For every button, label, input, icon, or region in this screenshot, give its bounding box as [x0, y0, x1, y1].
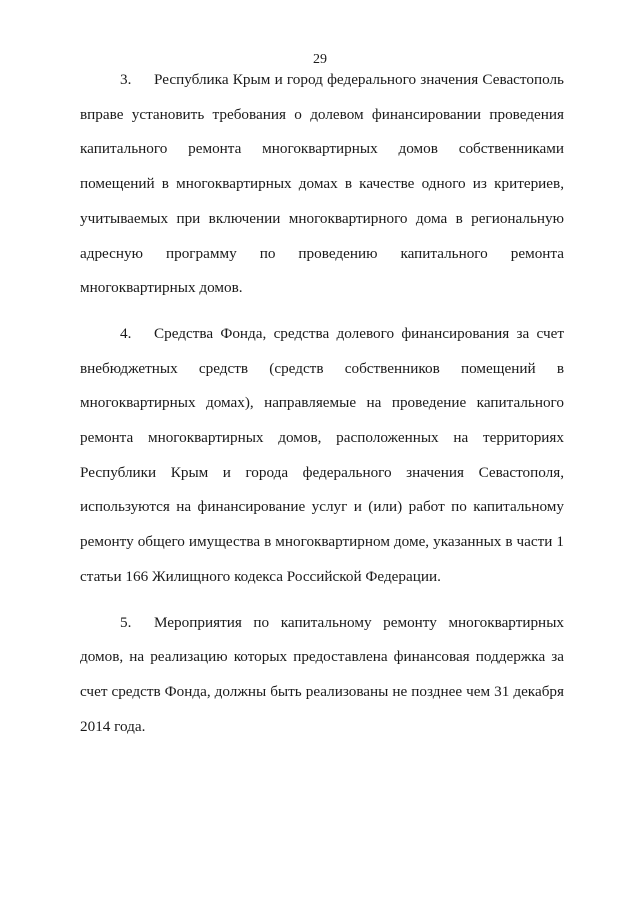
- paragraph-number: 3.: [120, 71, 132, 88]
- paragraph-line: Мероприятия по капитальному ремонту многоквартирных: [154, 613, 564, 631]
- paragraph-line: счет средств Фонда, должны быть реализованы не позднее чем: [80, 682, 491, 700]
- paragraph-line: внебюджетных средств (средств собственников помещений в: [80, 359, 564, 377]
- paragraph-5: [80, 606, 564, 745]
- paragraph-line: 31 декабря 2014 года.: [80, 682, 565, 735]
- page-number: 29: [313, 52, 327, 67]
- paragraph-line: адресную программу по проведению капитального ремонта: [80, 244, 564, 262]
- paragraph-number: 5.: [120, 613, 132, 631]
- paragraph-line: многоквартирных домов.: [80, 279, 243, 297]
- paragraph-line: капитального ремонта многоквартирных домов собственниками: [80, 140, 564, 158]
- paragraph-line: учитываемых при включении многоквартирного дома в региональную: [80, 209, 564, 227]
- paragraph-3: [80, 63, 564, 306]
- paragraph-line: домов, на реализацию которых предоставлена финансовая поддержка за: [80, 648, 564, 666]
- paragraph-line: ремонту общего имущества в многоквартирном доме, указанных в части 1: [80, 533, 564, 551]
- paragraph-line: используются на финансирование услуг и (или) работ по капитальному: [80, 498, 564, 516]
- paragraph-line: Средства Фонда, средства долевого финансирования за счет: [154, 324, 564, 342]
- document-body: [80, 63, 564, 755]
- paragraph-line: вправе установить требования о долевом финансировании проведения: [80, 105, 564, 123]
- paragraph-4: [80, 317, 564, 595]
- paragraph-line: многоквартирных домах), направляемые на проведение капитального: [80, 394, 564, 412]
- paragraph-line: ремонта многоквартирных домов, расположенных на территориях: [80, 429, 564, 447]
- paragraph-line: Республика Крым и город федерального значения Севастополь: [154, 71, 564, 88]
- paragraph-line: статьи 166 Жилищного кодекса Российской Федерации.: [80, 567, 441, 585]
- paragraph-number: 4.: [120, 324, 132, 342]
- paragraph-line: Республики Крым и города федерального значения Севастополя,: [80, 463, 564, 481]
- paragraph-line: помещений в многоквартирных домах в качестве одного из критериев,: [80, 175, 564, 193]
